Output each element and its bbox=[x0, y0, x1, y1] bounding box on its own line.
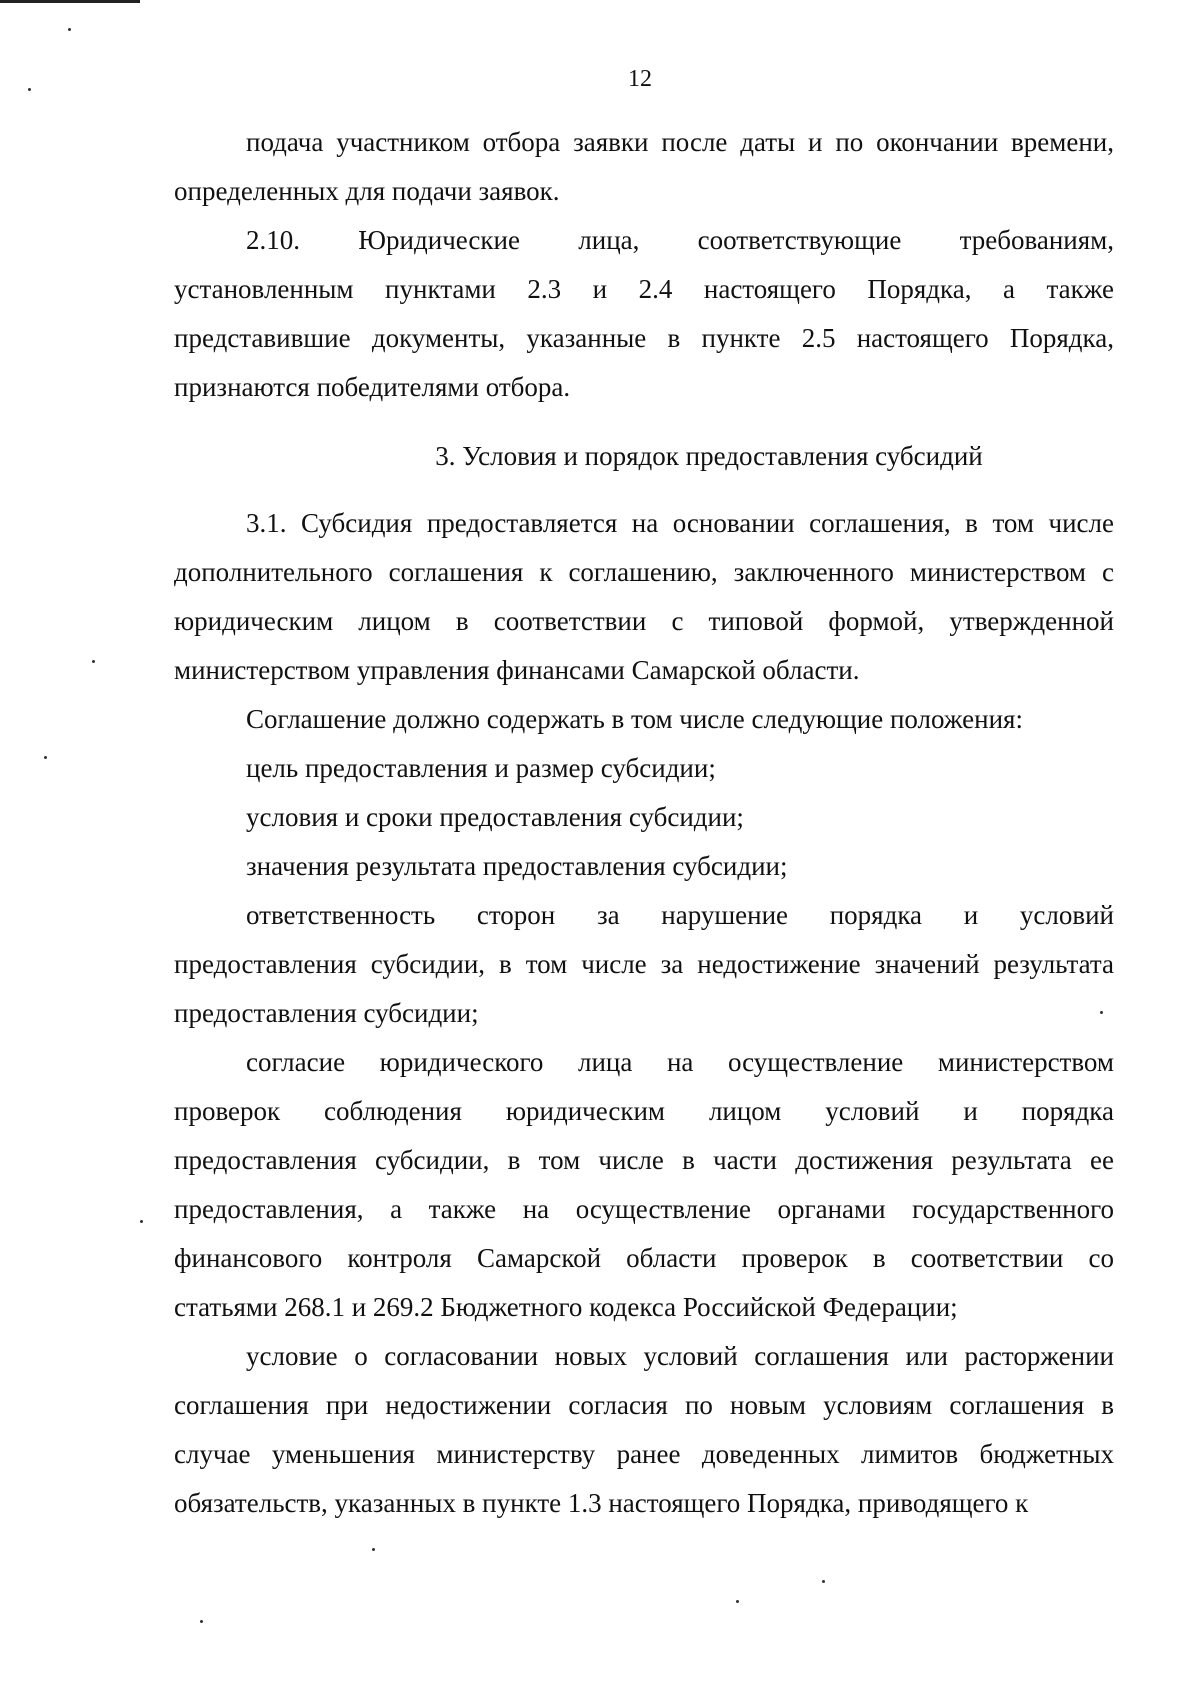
paragraph-p-3-1 bbox=[174, 499, 1114, 695]
paragraphs-section bbox=[174, 499, 1114, 1528]
scan-speck bbox=[68, 28, 71, 31]
scan-speck bbox=[28, 88, 31, 91]
text-line: обязательств, указанных в пункте 1.3 настоящего Порядка, приводящего к bbox=[174, 1488, 1029, 1518]
paragraph-p-2-9-end bbox=[174, 118, 1114, 216]
text-line: проверок соблюдения юридическим лицом условий и порядка bbox=[174, 1096, 1114, 1126]
text-line: Соглашение должно содержать в том числе следующие положения: bbox=[246, 704, 1023, 734]
text-line: определенных для подачи заявок. bbox=[174, 176, 560, 206]
text-line: установленным пунктами 2.3 и 2.4 настоящего Порядка, а также bbox=[174, 274, 1114, 304]
page-number: 12 bbox=[628, 66, 652, 92]
scan-speck bbox=[140, 1220, 143, 1223]
text-line: 3.1. Субсидия предоставляется на основании соглашения, в том числе bbox=[246, 508, 1114, 538]
paragraph-p-item-goal bbox=[174, 744, 1114, 793]
paragraph-p-item-consent bbox=[174, 1038, 1114, 1332]
text-line: цель предоставления и размер субсидии; bbox=[246, 753, 716, 783]
paragraph-p-item-terms bbox=[174, 793, 1114, 842]
scan-speck bbox=[736, 1600, 739, 1603]
text-line: представившие документы, указанные в пункте 2.5 настоящего Порядка, bbox=[174, 323, 1114, 353]
paragraph-p-agreement-intro bbox=[174, 695, 1114, 744]
text-line: соглашения при недостижении согласия по новым условиям соглашения в bbox=[174, 1390, 1114, 1420]
text-line: условие о согласовании новых условий соглашения или расторжении bbox=[246, 1341, 1114, 1371]
paragraph-p-2-10 bbox=[174, 216, 1114, 412]
text-line: юридическим лицом в соответствии с типовой формой, утвержденной bbox=[174, 606, 1114, 636]
scan-speck bbox=[200, 1620, 203, 1623]
text-line: значения результата предоставления субсидии; bbox=[246, 851, 788, 881]
text-line: ответственность сторон за нарушение порядка и условий bbox=[246, 900, 1114, 930]
text-line: условия и сроки предоставления субсидии; bbox=[246, 802, 744, 832]
text-line: подача участником отбора заявки после даты и по окончании времени, bbox=[246, 127, 1114, 157]
paragraph-p-item-renegotiation bbox=[174, 1332, 1114, 1528]
text-line: статьями 268.1 и 269.2 Бюджетного кодекса Российской Федерации; bbox=[174, 1292, 958, 1322]
text-line: случае уменьшения министерству ранее доведенных лимитов бюджетных bbox=[174, 1439, 1114, 1469]
text-line: признаются победителями отбора. bbox=[174, 372, 571, 402]
scan-speck bbox=[372, 1548, 375, 1551]
scan-speck bbox=[822, 1580, 825, 1583]
text-line: дополнительного соглашения к соглашению, заключенного министерством с bbox=[174, 557, 1114, 587]
text-line: предоставления субсидии, в том числе за недостижение значений результата bbox=[174, 949, 1114, 979]
text-line: предоставления субсидии; bbox=[174, 998, 479, 1028]
text-line: 2.10. Юридические лица, соответствующие требованиям, bbox=[246, 225, 1114, 255]
scan-edge-mark bbox=[0, 0, 140, 3]
scan-speck bbox=[44, 756, 47, 759]
text-line: министерством управления финансами Самарской области. bbox=[174, 655, 860, 685]
text-line: предоставления субсидии, в том числе в части достижения результата ее bbox=[174, 1145, 1114, 1175]
document-body bbox=[174, 118, 1114, 1528]
scan-speck bbox=[92, 660, 95, 663]
text-line: финансового контроля Самарской области проверок в соответствии со bbox=[174, 1243, 1114, 1273]
paragraph-p-item-liability bbox=[174, 891, 1114, 1038]
text-line: предоставления, а также на осуществление органами государственного bbox=[174, 1194, 1114, 1224]
scan-speck bbox=[1100, 1011, 1103, 1014]
paragraph-p-item-result bbox=[174, 842, 1114, 891]
paragraphs-top bbox=[174, 118, 1114, 412]
text-line: согласие юридического лица на осуществление министерством bbox=[246, 1047, 1114, 1077]
section-heading: 3. Условия и порядок предоставления субсидий bbox=[435, 441, 983, 471]
